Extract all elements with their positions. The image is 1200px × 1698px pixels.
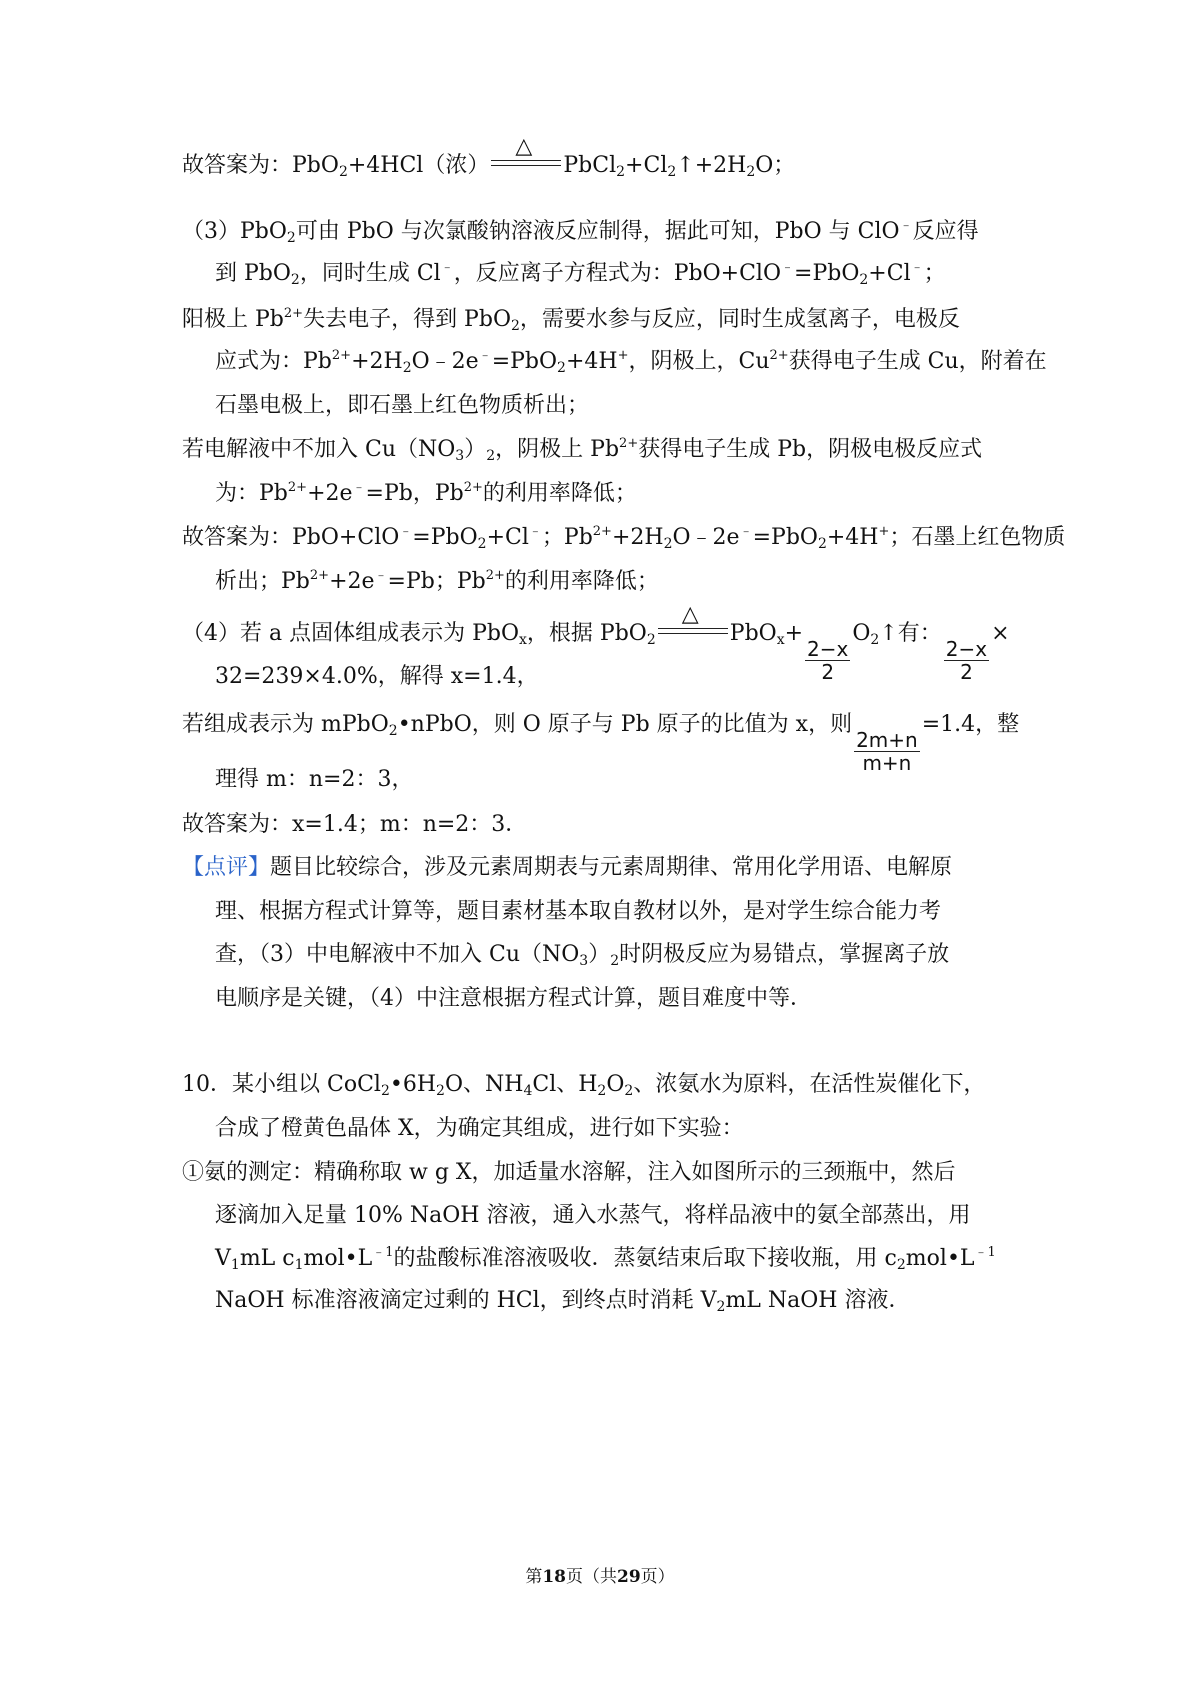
part4-line-3: 若组成表示为 mPbO$_2$•nPbO，则 O 原子与 Pb 原子的比值为 x，则 $\frac{2m+n}{m+n}$ =1.4，整: [182, 712, 1020, 775]
answer4-line: 故答案为：x=1.4；m：n=2：3．: [182, 812, 528, 837]
comment-tag: 【点评】: [182, 855, 271, 880]
comment-line-1: 【点评】题目比较综合，涉及元素周期表与元素周期律、常用化学用语、电解原: [182, 855, 953, 880]
part3-line-1: （3）PbO$_2$可由 PbO 与次氯酸钠溶液反应制得，据此可知，PbO 与 ClO﹣反应得: [182, 218, 979, 246]
heating-equals-sign: △: [489, 146, 563, 176]
comment-line-4: 电顺序是关键，（4）中注意根据方程式计算，题目难度中等．: [215, 986, 812, 1011]
question-10-line-2: 合成了橙黄色晶体 X，为确定其组成，进行如下实验：: [215, 1116, 744, 1141]
fraction-2-minus-x-over-2-b: $\frac{2-x}{2}$: [945, 637, 988, 684]
comment-line-3: 查，（3）中电解液中不加入 $Cu(NO_3)_2$时阴极反应为易错点，掌握离子放: [215, 942, 950, 969]
part3-line-2: 到 PbO$_2$，同时生成 Cl﹣，反应离子方程式为：PbO+ClO﹣=PbO$_2$+Cl﹣；: [215, 260, 946, 288]
fraction-2m-plus-n-over-m-plus-n: $\frac{2m+n}{m+n}$: [856, 728, 918, 775]
question-10-line-1: 10．某小组以 $CoCl_2•6H_2O$、$NH_4Cl$、$H_2O_2$、浓氨水为原料，在活性炭催化下，: [182, 1072, 986, 1099]
part4-line-1: （4）若 a 点固体组成表示为 PbO$_x$，根据 PbO$_2$ △ PbO$_x$+ $\frac{2-x}{2}$ $O_2↑$有： $\frac{2-x}{2}$ ×: [182, 602, 1010, 684]
total-page-number: 29: [617, 1567, 641, 1587]
cathode-line-2: 为：$Pb^{2+}+2e^﹣=Pb$，$Pb^{2+}$的利用率降低；: [215, 480, 637, 506]
answer-line-2: 故答案为：PbO$_2$+4HCl（浓） △ $PbCl_2+Cl_2↑+2H_2O$；: [182, 134, 796, 180]
question-10-line-5: $V_1mL$ $c_1mol•L^{﹣1}$的盐酸标准溶液吸收．蒸氨结束后取下接收瓶，用 $c_2mol•L^{﹣1}$: [215, 1245, 996, 1273]
answer3-line-1: 故答案为：PbO+ClO﹣=PbO$_2$+Cl﹣；$Pb^{2+}+2H_2O﹣2e^﹣=PbO_2+4H^+$；石墨上红色物质: [182, 524, 1066, 552]
anode-line-1: 阳极上 $Pb^{2+}$失去电子，得到 PbO$_2$，需要水参与反应，同时生成氢离子，电极反: [182, 306, 960, 334]
question-10-line-4: 逐滴加入足量 10% NaOH 溶液，通入水蒸气，将样品液中的氨全部蒸出，用: [215, 1203, 971, 1228]
question-10-line-6: NaOH 标准溶液滴定过剩的 HCl，到终点时消耗 $V_2mL$ NaOH 溶液．: [215, 1288, 911, 1315]
cathode-line-1: 若电解液中不加入 $Cu(NO_3)_2$，阴极上 $Pb^{2+}$获得电子生成 Pb，阴极电极反应式: [182, 436, 983, 464]
page-footer: 第18页（共29页）: [525, 1567, 675, 1587]
fraction-2-minus-x-over-2: $\frac{2-x}{2}$: [807, 637, 849, 684]
heating-equals-sign-2: △: [656, 614, 730, 644]
answer3-line-2: 析出；$Pb^{2+}+2e^﹣=Pb$；$Pb^{2+}$的利用率降低；: [215, 568, 659, 594]
anode-line-3: 石墨电极上，即石墨上红色物质析出；: [215, 393, 590, 418]
question-10-line-3: ①氨的测定：精确称取 w g X，加适量水溶解，注入如图所示的三颈瓶中，然后: [182, 1160, 956, 1185]
comment-line-2: 理、根据方程式计算等，题目素材基本取自教材以外，是对学生综合能力考: [215, 899, 942, 924]
current-page-number: 18: [542, 1567, 566, 1587]
part4-line-4: 理得 m：n=2：3，: [215, 767, 414, 792]
anode-line-2: 应式为：$Pb^{2+}+2H_2O﹣2e^﹣=PbO_2+4H^+$，阴极上，$Cu^{2+}$获得电子生成 Cu，附着在: [215, 348, 1047, 376]
part4-line-2: 32=239×4.0%，解得 x=1.4，: [215, 664, 539, 689]
